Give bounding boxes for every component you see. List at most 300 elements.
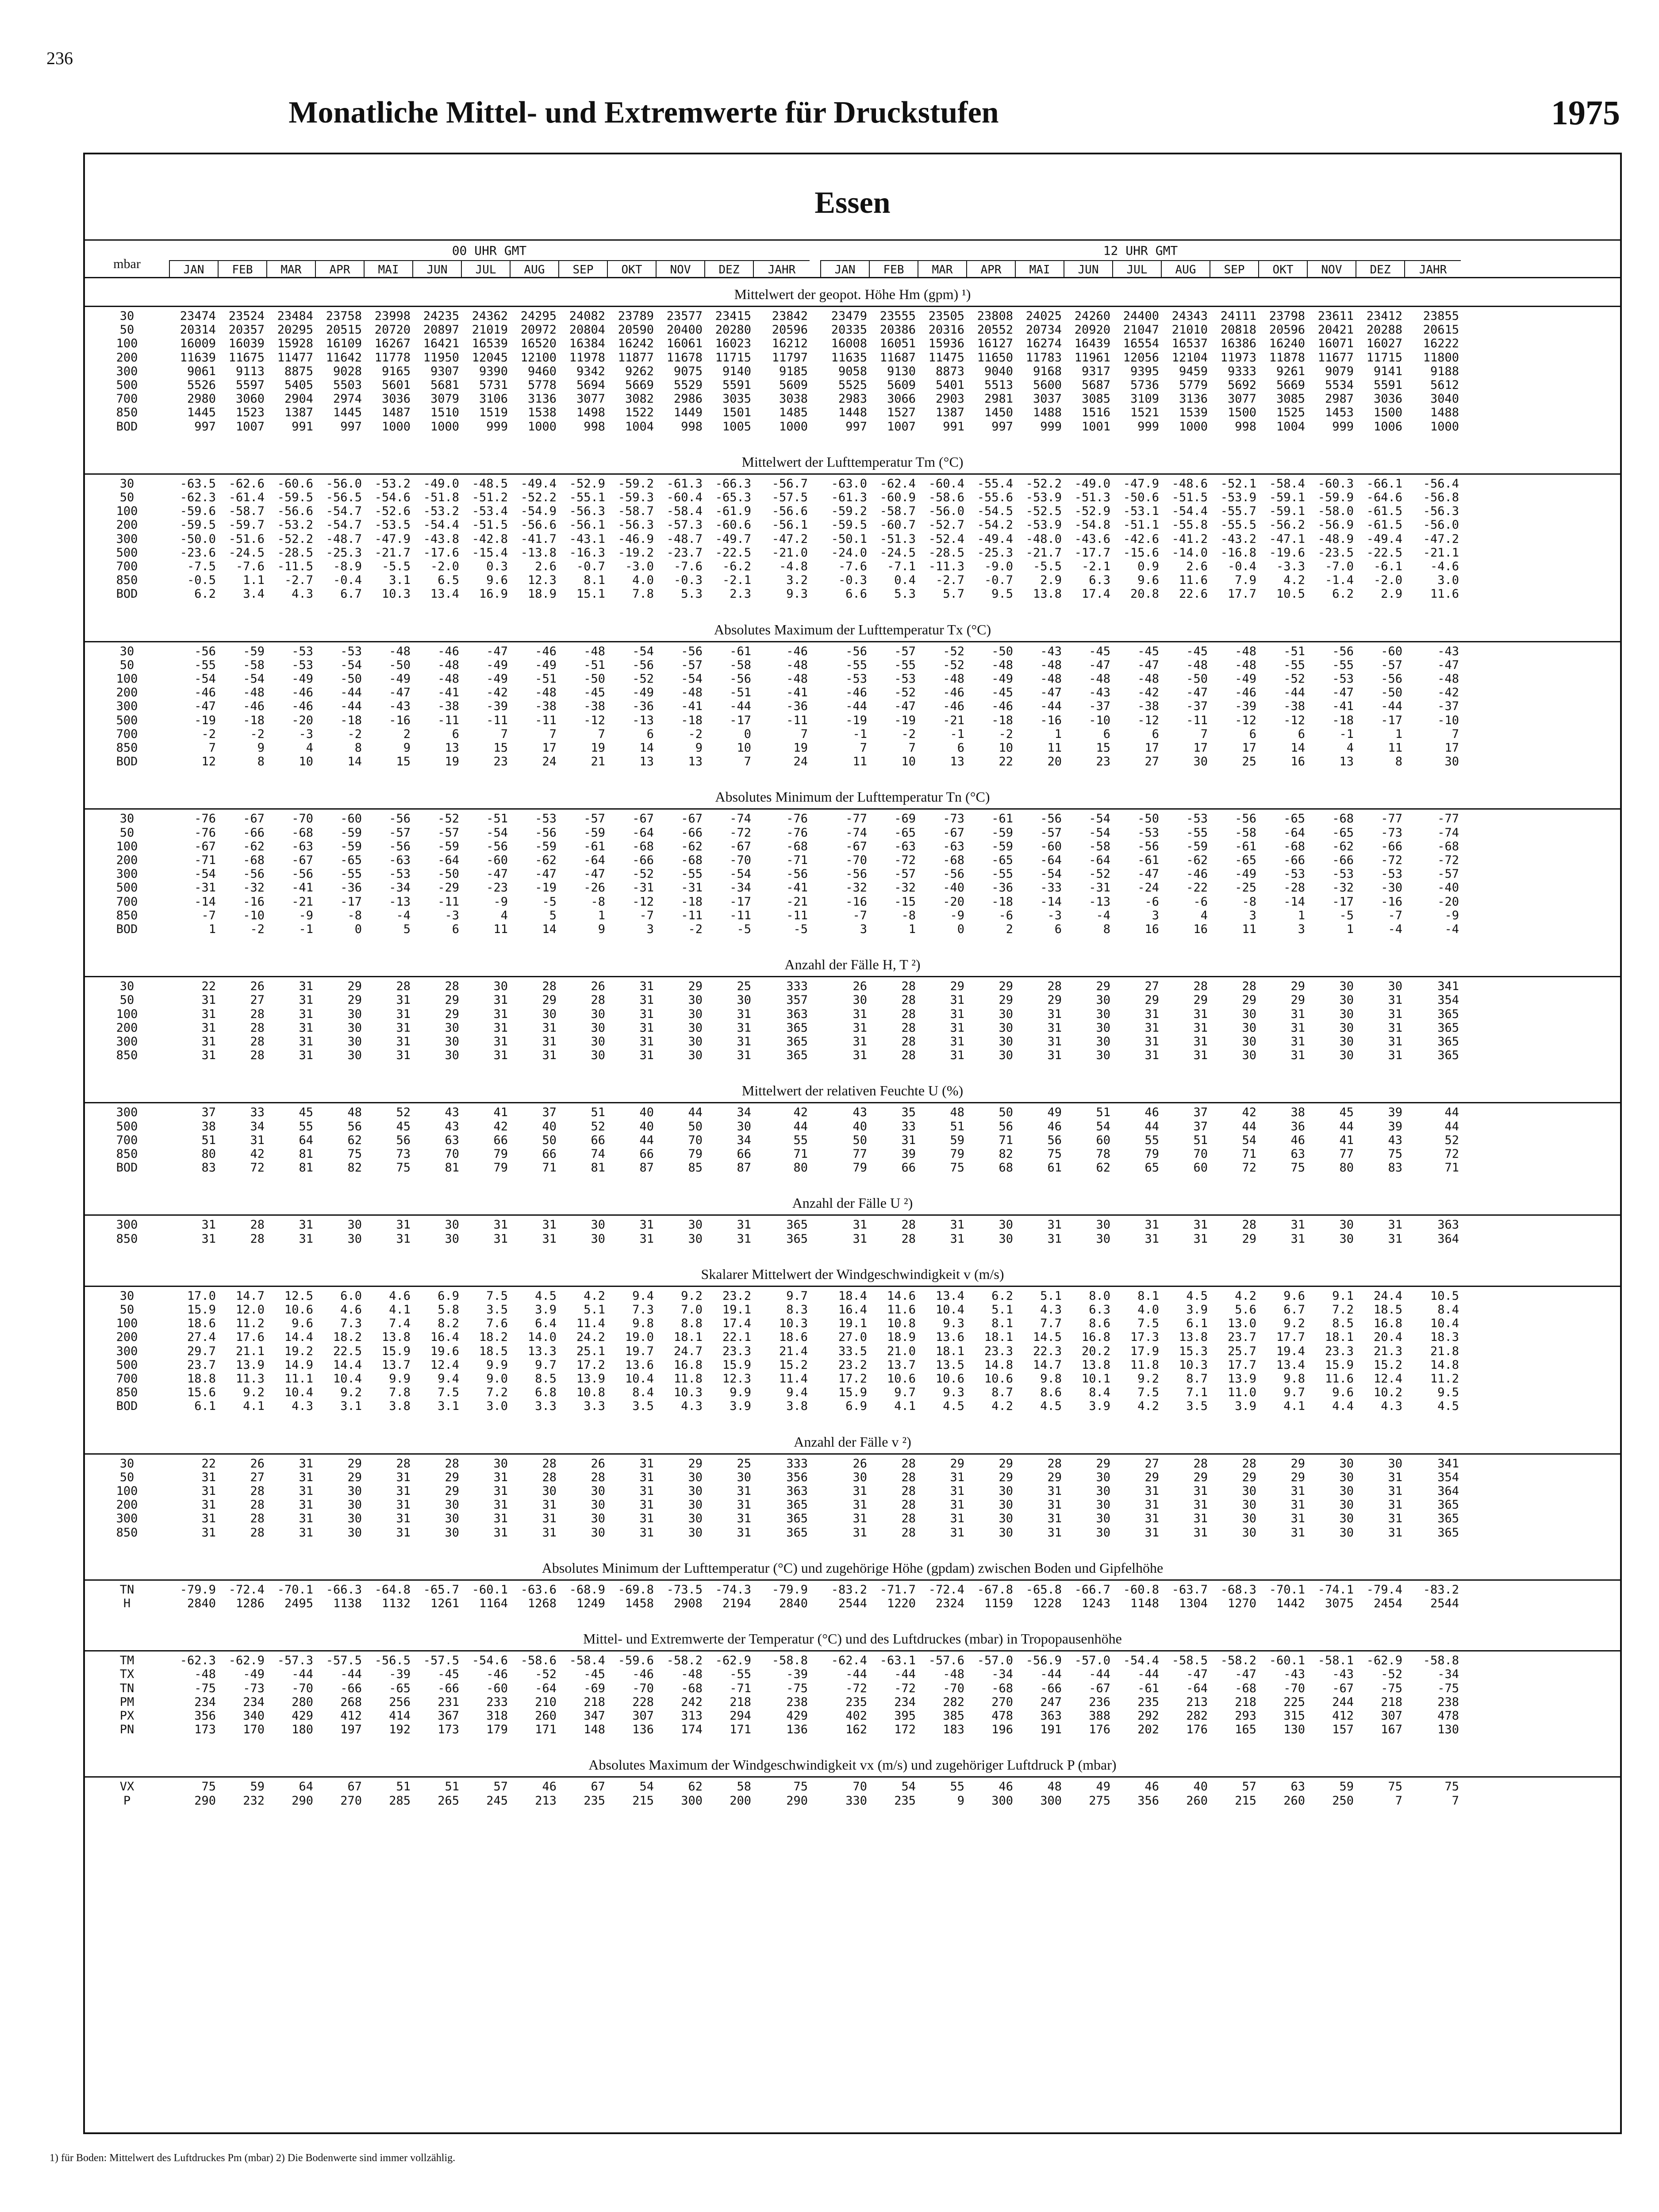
- table-cell: 183: [943, 1723, 964, 1737]
- table-cell: 23808: [977, 309, 1013, 323]
- table-cell: -57: [894, 644, 916, 658]
- table-cell: 13.7: [381, 1358, 411, 1372]
- table-cell: 11: [1242, 922, 1256, 936]
- table-cell: -52: [535, 1667, 557, 1682]
- table-cell: 29: [445, 1470, 459, 1484]
- table-cell: 1510: [430, 406, 459, 420]
- table-cell: 50: [542, 1133, 557, 1147]
- table-cell: -55: [845, 658, 867, 672]
- table-cell: 7.6: [486, 1317, 508, 1331]
- table-cell: -45: [1089, 644, 1110, 658]
- table-cell: -48.5: [472, 476, 508, 491]
- table-cell: 35: [901, 1106, 916, 1120]
- table-row: [85, 560, 1620, 573]
- table-cell: 179: [486, 1723, 508, 1737]
- table-cell: 282: [943, 1695, 964, 1709]
- table-cell: -72: [845, 1681, 867, 1695]
- table-cell: 2983: [838, 392, 867, 406]
- table-cell: -62.3: [180, 491, 216, 504]
- table-row: [85, 1021, 1620, 1035]
- table-cell: -46: [632, 1667, 654, 1682]
- table-cell: -48: [681, 686, 703, 700]
- table-cell: -3: [1047, 908, 1062, 922]
- table-cell: 9058: [838, 364, 867, 378]
- table-cell: 37: [1193, 1106, 1208, 1120]
- table-cell: 31: [542, 1218, 557, 1232]
- table-cell: 30: [1242, 1048, 1256, 1063]
- table-cell: 30: [347, 1484, 362, 1498]
- table-cell: -72: [1437, 853, 1459, 867]
- table-cell: -56.0: [928, 504, 964, 518]
- table-cell: 31: [493, 1007, 508, 1021]
- table-cell: 11.4: [779, 1372, 808, 1386]
- table-cell: 10.3: [779, 1317, 808, 1331]
- table-cell: 10.8: [576, 1386, 605, 1400]
- table-cell: -63: [943, 839, 964, 853]
- table-cell: 31: [299, 1048, 313, 1063]
- table-cell: 22: [998, 755, 1013, 769]
- table-cell: 30: [1096, 1525, 1110, 1540]
- table-cell: 1445: [187, 406, 216, 420]
- table-cell: -44: [845, 1667, 867, 1682]
- level-label: TM: [119, 1654, 134, 1668]
- table-cell: 31: [542, 1021, 557, 1035]
- table-cell: -77: [1381, 812, 1402, 826]
- table-cell: -8: [1242, 895, 1256, 909]
- table-cell: 31: [639, 1007, 654, 1021]
- table-cell: 7.7: [1040, 1317, 1062, 1331]
- table-cell: -58.7: [228, 504, 265, 518]
- table-row: [85, 323, 1620, 337]
- table-cell: 30: [347, 1048, 362, 1063]
- table-cell: -48: [1186, 658, 1208, 672]
- table-row: [85, 1654, 1620, 1667]
- table-cell: -51: [730, 686, 751, 700]
- table-cell: -56.5: [374, 1654, 411, 1668]
- table-cell: 12.4: [1373, 1372, 1402, 1386]
- table-cell: 210: [535, 1695, 557, 1709]
- table-cell: 31: [639, 1218, 654, 1232]
- table-cell: 11.0: [1227, 1386, 1256, 1400]
- table-cell: -46: [943, 699, 964, 714]
- table-cell: 9317: [1081, 364, 1110, 378]
- table-cell: 16.8: [673, 1358, 703, 1372]
- table-cell: 16051: [879, 337, 916, 351]
- table-cell: 30: [998, 1512, 1013, 1526]
- table-cell: 31: [950, 1470, 964, 1484]
- table-cell: 13: [688, 755, 703, 769]
- table-cell: -60.6: [715, 518, 751, 532]
- table-cell: 6: [452, 727, 459, 741]
- table-cell: 23.3: [1325, 1344, 1354, 1358]
- table-cell: 14.8: [1430, 1358, 1459, 1372]
- table-cell: 24295: [520, 309, 557, 323]
- table-cell: -63.5: [180, 476, 216, 491]
- table-cell: 31: [396, 1035, 411, 1048]
- table-cell: 1270: [1227, 1597, 1256, 1610]
- table-cell: -10: [1089, 713, 1110, 727]
- table-cell: 20615: [1423, 323, 1459, 337]
- table-cell: 51: [591, 1106, 605, 1120]
- table-cell: 24.2: [576, 1330, 605, 1344]
- table-cell: 70: [688, 1133, 703, 1147]
- table-cell: 4.3: [1381, 1399, 1402, 1413]
- table-cell: 7.8: [389, 1386, 411, 1400]
- table-cell: -53: [1137, 826, 1159, 840]
- table-cell: -57: [389, 826, 411, 840]
- level-label: 300: [116, 1344, 138, 1358]
- table-cell: -49: [389, 672, 411, 686]
- table-cell: 341: [1437, 1456, 1459, 1471]
- table-cell: -56.7: [772, 476, 808, 491]
- table-cell: -2.1: [1081, 560, 1110, 573]
- table-cell: 59: [1339, 1780, 1354, 1794]
- table-cell: -63.1: [879, 1654, 916, 1668]
- table-cell: 5529: [673, 378, 703, 392]
- table-cell: 11: [493, 922, 508, 936]
- table-cell: 29.7: [187, 1344, 216, 1358]
- table-cell: -50: [389, 658, 411, 672]
- table-cell: 25: [1242, 755, 1256, 769]
- table-cell: 9141: [1373, 364, 1402, 378]
- table-cell: 31: [1047, 1232, 1062, 1246]
- table-cell: -5: [793, 922, 808, 936]
- table-cell: 31: [201, 1484, 216, 1498]
- table-cell: 18.5: [1373, 1303, 1402, 1317]
- table-cell: -68: [681, 853, 703, 867]
- table-cell: 130: [1283, 1723, 1305, 1737]
- table-cell: 365: [1437, 1512, 1459, 1526]
- table-cell: -54.6: [472, 1654, 508, 1668]
- table-cell: -7.0: [1325, 560, 1354, 573]
- table-cell: 290: [292, 1793, 313, 1808]
- table-cell: 16520: [520, 337, 557, 351]
- table-cell: -66: [243, 826, 265, 840]
- table-cell: 28: [901, 1484, 916, 1498]
- table-cell: 340: [243, 1709, 265, 1723]
- table-cell: 23.3: [722, 1344, 751, 1358]
- table-cell: 28: [542, 1470, 557, 1484]
- table-cell: 29: [688, 979, 703, 994]
- table-row: [85, 406, 1620, 419]
- table-cell: 412: [1332, 1709, 1354, 1723]
- table-cell: -61: [584, 839, 605, 853]
- table-cell: 30: [1096, 1021, 1110, 1035]
- table-cell: 170: [243, 1723, 265, 1737]
- table-cell: -52: [943, 644, 964, 658]
- table-cell: -49: [632, 686, 654, 700]
- table-cell: 24260: [1074, 309, 1110, 323]
- table-cell: 16.8: [1081, 1330, 1110, 1344]
- table-cell: -79.9: [180, 1582, 216, 1597]
- table-cell: 15.1: [576, 587, 605, 601]
- table-cell: 87: [639, 1161, 654, 1175]
- table-cell: -51: [1283, 644, 1305, 658]
- table-cell: -76: [194, 812, 216, 826]
- table-cell: 30: [737, 1470, 751, 1484]
- table-cell: 157: [1332, 1723, 1354, 1737]
- table-cell: 31: [201, 1035, 216, 1048]
- table-cell: 11635: [831, 350, 867, 365]
- table-cell: -47.1: [1269, 532, 1305, 546]
- table-cell: 17: [1144, 741, 1159, 755]
- table-cell: 1000: [1430, 419, 1459, 434]
- table-cell: 13.0: [1227, 1317, 1256, 1331]
- table-cell: 5600: [1033, 378, 1062, 392]
- table-cell: 30: [1242, 1498, 1256, 1512]
- table-cell: -31: [632, 881, 654, 895]
- table-row: [85, 1682, 1620, 1695]
- table-row: [85, 491, 1620, 504]
- table-cell: -43.6: [1074, 532, 1110, 546]
- table-cell: -22.5: [715, 545, 751, 560]
- table-cell: -44: [845, 699, 867, 714]
- table-cell: 24111: [1220, 309, 1256, 323]
- table-cell: 30: [591, 1218, 605, 1232]
- table-cell: -66.3: [326, 1582, 362, 1597]
- table-cell: 9261: [1276, 364, 1305, 378]
- table-cell: -62: [681, 839, 703, 853]
- table-cell: -49: [535, 658, 557, 672]
- table-cell: -60.3: [1317, 476, 1354, 491]
- table-cell: 30: [1096, 1218, 1110, 1232]
- table-cell: -65: [1332, 826, 1354, 840]
- table-cell: -50.0: [180, 532, 216, 546]
- table-cell: -47: [894, 699, 916, 714]
- table-cell: 72: [1242, 1161, 1256, 1175]
- table-cell: 31: [1290, 1048, 1305, 1063]
- table-cell: 8: [354, 741, 362, 755]
- table-cell: 51: [1096, 1106, 1110, 1120]
- table-cell: -53.1: [1123, 504, 1159, 518]
- table-cell: -30: [1381, 881, 1402, 895]
- table-cell: 57: [493, 1780, 508, 1794]
- table-cell: -57.3: [666, 518, 703, 532]
- table-cell: 78: [1096, 1147, 1110, 1161]
- table-cell: 0.9: [1137, 560, 1159, 573]
- table-cell: 11678: [666, 350, 703, 365]
- table-cell: 11877: [618, 350, 654, 365]
- table-cell: 29: [950, 979, 964, 994]
- table-cell: 2324: [935, 1597, 964, 1610]
- table-cell: -4.8: [779, 560, 808, 573]
- table-row: [85, 741, 1620, 755]
- table-cell: 12.4: [430, 1358, 459, 1372]
- table-cell: 14: [542, 922, 557, 936]
- table-cell: 429: [786, 1709, 808, 1723]
- table-cell: -28: [1283, 881, 1305, 895]
- table-cell: -47: [194, 699, 216, 714]
- table-cell: 9113: [235, 364, 265, 378]
- table-cell: 1004: [1276, 419, 1305, 434]
- table-cell: 18.5: [479, 1344, 508, 1358]
- table-cell: 9.4: [786, 1386, 808, 1400]
- table-cell: -40: [1437, 881, 1459, 895]
- table-cell: -68: [1332, 812, 1354, 826]
- table-cell: 43: [445, 1106, 459, 1120]
- section-rule: [85, 641, 1620, 642]
- level-label: 200: [116, 1330, 138, 1344]
- table-row: [85, 1457, 1620, 1471]
- table-cell: -48.0: [1025, 532, 1062, 546]
- table-cell: 3036: [381, 392, 411, 406]
- table-cell: 247: [1040, 1695, 1062, 1709]
- table-cell: 5.8: [438, 1303, 459, 1317]
- table-cell: 3.5: [632, 1399, 654, 1413]
- table-cell: 356: [194, 1709, 216, 1723]
- table-cell: -48: [1040, 658, 1062, 672]
- month-header: MAR: [266, 260, 315, 278]
- table-cell: -55.1: [569, 491, 605, 504]
- table-cell: 260: [535, 1709, 557, 1723]
- table-cell: 1445: [333, 406, 362, 420]
- table-cell: 6.9: [845, 1399, 867, 1413]
- table-cell: -9: [493, 895, 508, 909]
- table-cell: 31: [493, 1035, 508, 1048]
- table-row: [85, 1358, 1620, 1372]
- table-cell: -56: [943, 867, 964, 881]
- table-cell: 25.1: [576, 1344, 605, 1358]
- table-cell: -6: [1144, 895, 1159, 909]
- table-cell: 29: [347, 1470, 362, 1484]
- table-cell: 21: [591, 755, 605, 769]
- table-row: [85, 351, 1620, 365]
- table-cell: -56.2: [1269, 518, 1305, 532]
- table-cell: -28.5: [277, 545, 313, 560]
- table-cell: 3085: [1081, 392, 1110, 406]
- table-cell: 11.1: [284, 1372, 313, 1386]
- table-cell: 30: [445, 1218, 459, 1232]
- table-cell: -46.9: [618, 532, 654, 546]
- table-cell: 10.5: [1430, 1289, 1459, 1303]
- table-cell: 71: [1444, 1161, 1459, 1175]
- table-cell: -45: [584, 686, 605, 700]
- table-cell: -51.8: [423, 491, 459, 504]
- table-cell: 31: [493, 1484, 508, 1498]
- table-cell: 16537: [1171, 337, 1208, 351]
- table-cell: 70: [445, 1147, 459, 1161]
- table-cell: 31: [1388, 1525, 1402, 1540]
- table-cell: -83.2: [1423, 1582, 1459, 1597]
- table-cell: -13: [389, 895, 411, 909]
- table-cell: -57: [1040, 826, 1062, 840]
- table-cell: -75: [1381, 1681, 1402, 1695]
- table-row: [85, 1289, 1620, 1303]
- table-cell: -57.5: [772, 491, 808, 504]
- table-cell: -64: [1089, 853, 1110, 867]
- table-cell: 46: [1144, 1780, 1159, 1794]
- table-cell: -61.5: [1366, 518, 1402, 532]
- table-cell: 11778: [374, 350, 411, 365]
- table-cell: 31: [737, 1007, 751, 1021]
- table-cell: 31: [299, 1456, 313, 1471]
- table-cell: 9.3: [943, 1317, 964, 1331]
- table-cell: 30: [688, 993, 703, 1007]
- table-cell: -52: [1283, 672, 1305, 686]
- table-cell: -61.5: [1366, 504, 1402, 518]
- table-cell: 136: [632, 1723, 654, 1737]
- table-cell: 11.4: [576, 1317, 605, 1331]
- table-cell: -43: [1089, 686, 1110, 700]
- table-cell: -63: [389, 853, 411, 867]
- table-cell: 12: [201, 755, 216, 769]
- table-cell: 16: [1193, 922, 1208, 936]
- table-row: [85, 658, 1620, 672]
- table-cell: 30: [591, 1525, 605, 1540]
- table-row: [85, 1498, 1620, 1512]
- table-cell: -18: [991, 713, 1013, 727]
- table-cell: 6.4: [535, 1317, 557, 1331]
- table-cell: 13.3: [527, 1344, 557, 1358]
- table-cell: 31: [1047, 1484, 1062, 1498]
- table-cell: 1387: [935, 406, 964, 420]
- table-cell: -64: [438, 853, 459, 867]
- table-cell: 51: [445, 1780, 459, 1794]
- table-cell: 5736: [1130, 378, 1159, 392]
- table-cell: 3.8: [786, 1399, 808, 1413]
- table-row: [85, 922, 1620, 936]
- table-cell: -20: [292, 713, 313, 727]
- table-row: [85, 1147, 1620, 1161]
- table-cell: 9307: [430, 364, 459, 378]
- table-cell: 365: [786, 1232, 808, 1246]
- table-cell: -41.7: [520, 532, 557, 546]
- table-cell: 64: [299, 1133, 313, 1147]
- table-cell: -49: [243, 1667, 265, 1682]
- table-cell: -61.3: [831, 491, 867, 504]
- table-cell: 31: [299, 1232, 313, 1246]
- level-label: 850: [116, 1232, 138, 1246]
- table-cell: 28: [901, 1470, 916, 1484]
- table-cell: -32: [243, 881, 265, 895]
- table-cell: 19: [445, 755, 459, 769]
- table-cell: 3.0: [486, 1399, 508, 1413]
- table-cell: -47: [1332, 686, 1354, 700]
- table-cell: -55: [340, 867, 362, 881]
- table-cell: -56: [1381, 672, 1402, 686]
- table-row: [85, 532, 1620, 546]
- section-title: Absolutes Minimum der Lufttemperatur (°C) und zugehörige Höhe (gpdam) zwischen Boden und Gipfelhöhe: [541, 1559, 1164, 1576]
- table-cell: 19.7: [625, 1344, 654, 1358]
- table-cell: 5: [403, 922, 411, 936]
- table-cell: 1004: [625, 419, 654, 434]
- table-cell: -11: [1186, 713, 1208, 727]
- table-cell: -36: [340, 881, 362, 895]
- table-row: [85, 1035, 1620, 1048]
- table-cell: 4.5: [535, 1289, 557, 1303]
- table-cell: 31: [1144, 1048, 1159, 1063]
- table-cell: -65: [340, 853, 362, 867]
- table-cell: 3.1: [340, 1399, 362, 1413]
- table-cell: 30: [445, 1525, 459, 1540]
- table-cell: 70: [853, 1780, 867, 1794]
- table-cell: 10.3: [381, 587, 411, 601]
- table-cell: 3: [646, 922, 654, 936]
- table-cell: 9.2: [1137, 1372, 1159, 1386]
- table-cell: 2974: [333, 392, 362, 406]
- table-cell: -65.7: [423, 1582, 459, 1597]
- table-cell: -48: [786, 658, 808, 672]
- table-cell: 28: [250, 1232, 265, 1246]
- level-label: 100: [116, 672, 138, 686]
- table-cell: 21.3: [1373, 1344, 1402, 1358]
- table-cell: 30: [1242, 1021, 1256, 1035]
- table-cell: -45: [991, 686, 1013, 700]
- table-cell: 28: [901, 1007, 916, 1021]
- table-cell: -48: [1235, 658, 1256, 672]
- table-cell: 20.2: [1081, 1344, 1110, 1358]
- table-cell: 30: [1096, 1484, 1110, 1498]
